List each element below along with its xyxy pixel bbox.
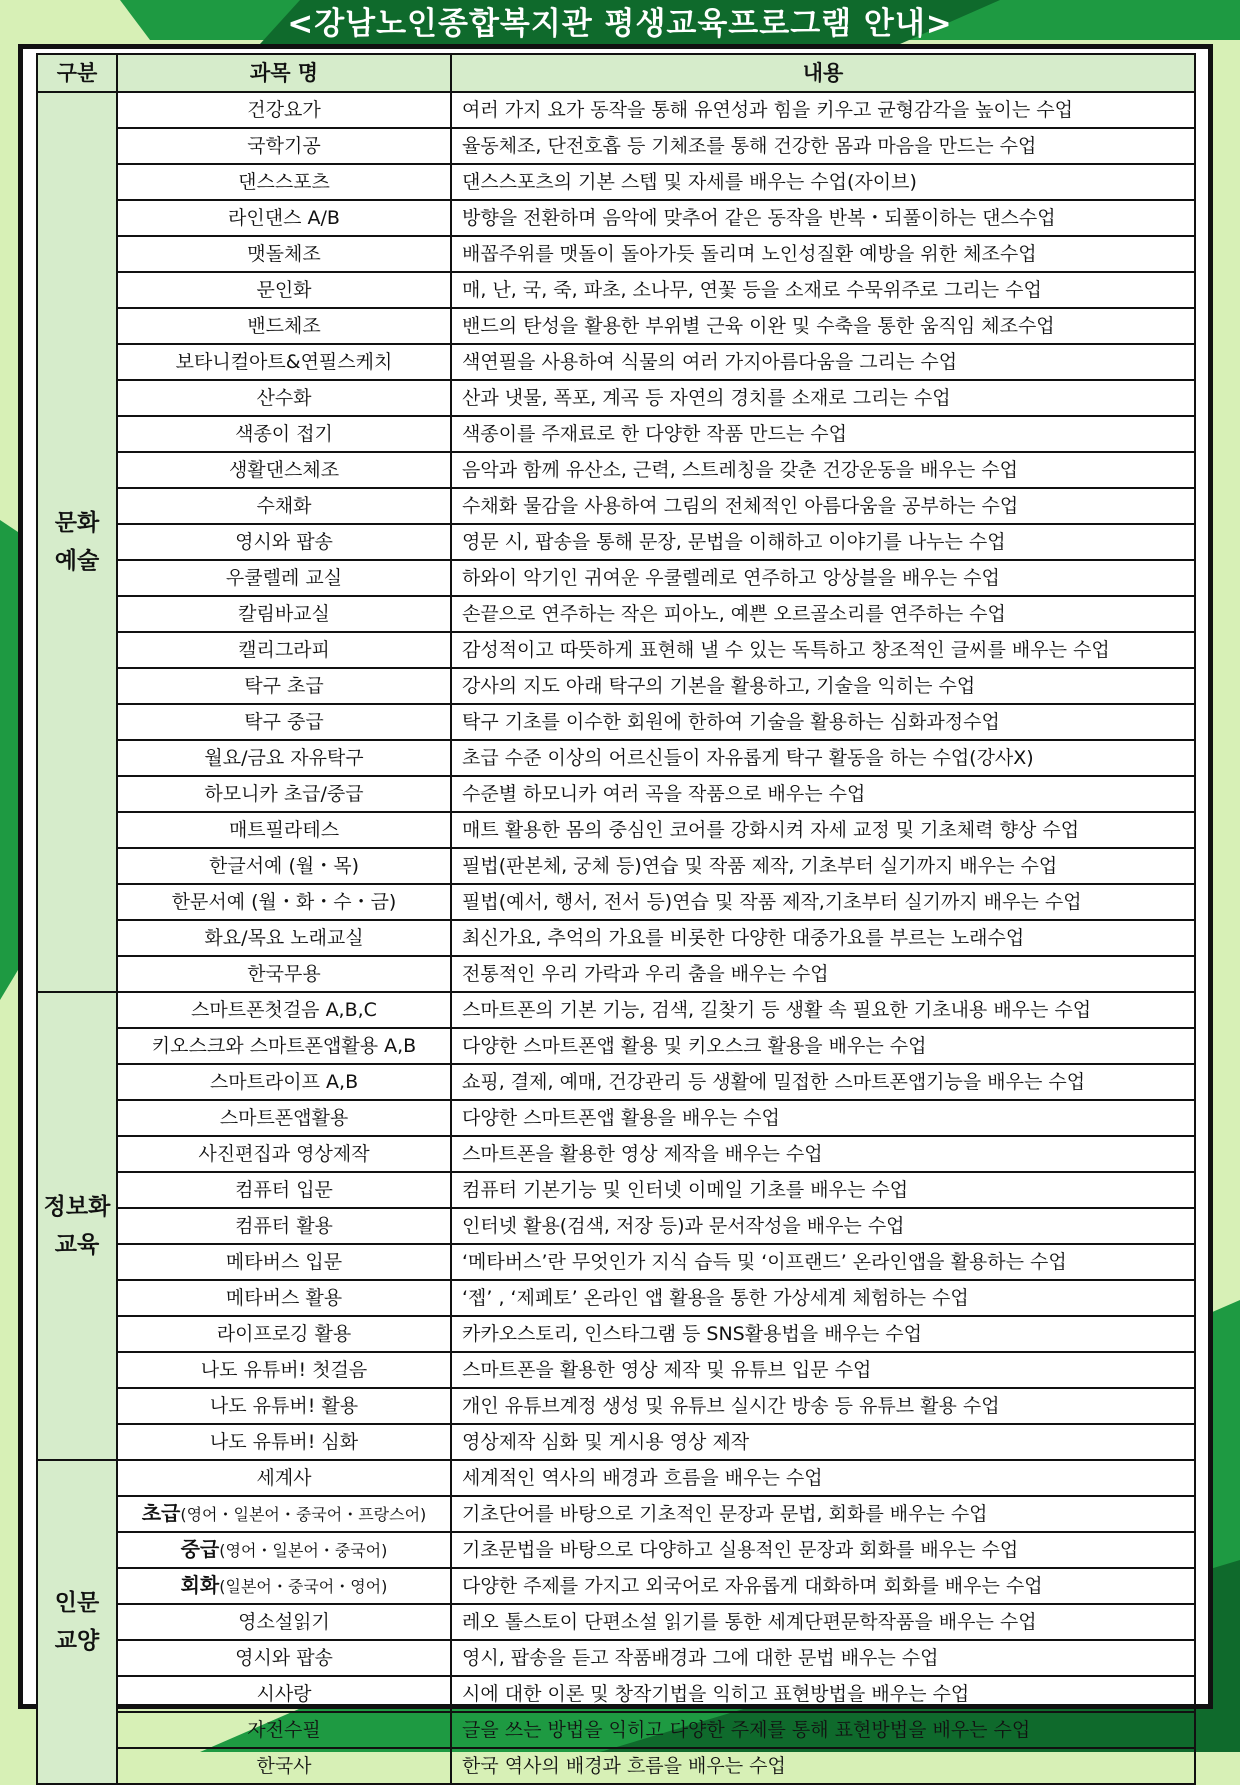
table-row	[37, 1352, 1195, 1388]
table-row	[37, 668, 1195, 704]
description-cell: 음악과 함께 유산소, 근력, 스트레칭을 갖춘 건강운동을 배우는 수업	[451, 452, 1195, 488]
table-row	[37, 1064, 1195, 1100]
description-cell: 방향을 전환하며 음악에 맞추어 같은 동작을 반복・되풀이하는 댄스수업	[451, 200, 1195, 236]
subject-cell: 월요/금요 자유탁구	[117, 740, 451, 776]
subject-cell: 산수화	[117, 380, 451, 416]
description-cell: 스마트폰을 활용한 영상 제작 및 유튜브 입문 수업	[451, 1352, 1195, 1388]
description-cell: 영시, 팝송을 듣고 작품배경과 그에 대한 문법 배우는 수업	[451, 1640, 1195, 1676]
header-category: 구분	[37, 54, 117, 92]
table-row	[37, 1424, 1195, 1460]
table-row	[37, 812, 1195, 848]
subject-cell: 한문서예 (월・화・수・금)	[117, 884, 451, 920]
table-row	[37, 344, 1195, 380]
table-row	[37, 1172, 1195, 1208]
header-subject: 과목 명	[117, 54, 451, 92]
subject-cell: 나도 유튜버! 활용	[117, 1388, 451, 1424]
description-cell: 밴드의 탄성을 활용한 부위별 근육 이완 및 수축을 통한 움직임 체조수업	[451, 308, 1195, 344]
description-cell: 매트 활용한 몸의 중심인 코어를 강화시켜 자세 교정 및 기초체력 향상 수업	[451, 812, 1195, 848]
subject-cell: 화요/목요 노래교실	[117, 920, 451, 956]
description-cell: 색연필을 사용하여 식물의 여러 가지아름다움을 그리는 수업	[451, 344, 1195, 380]
table-row	[37, 1676, 1195, 1712]
description-cell: 기초단어를 바탕으로 기초적인 문장과 문법, 회화를 배우는 수업	[451, 1496, 1195, 1532]
subject-cell: 메타버스 입문	[117, 1244, 451, 1280]
table-row	[37, 92, 1195, 128]
description-cell: 글을 쓰는 방법을 익히고 다양한 주제를 통해 표현방법을 배우는 수업	[451, 1712, 1195, 1748]
subject-cell: 보타니컬아트&연필스케치	[117, 344, 451, 380]
table-row	[37, 560, 1195, 596]
table-row	[37, 308, 1195, 344]
table-row	[37, 740, 1195, 776]
table-row	[37, 380, 1195, 416]
description-cell: 하와이 악기인 귀여운 우쿨렐레로 연주하고 앙상블을 배우는 수업	[451, 560, 1195, 596]
description-cell: 필법(판본체, 궁체 등)연습 및 작품 제작, 기초부터 실기까지 배우는 수업	[451, 848, 1195, 884]
subject-cell: 자전수필	[117, 1712, 451, 1748]
subject-cell: 건강요가	[117, 92, 451, 128]
table-row	[37, 452, 1195, 488]
table-row	[37, 1640, 1195, 1676]
subject-cell: 컴퓨터 입문	[117, 1172, 451, 1208]
description-cell: 색종이를 주재료로 한 다양한 작품 만드는 수업	[451, 416, 1195, 452]
subject-cell: 탁구 중급	[117, 704, 451, 740]
description-cell: 기초문법을 바탕으로 다양하고 실용적인 문장과 회화를 배우는 수업	[451, 1532, 1195, 1568]
subject-cell: 사진편집과 영상제작	[117, 1136, 451, 1172]
subject-cell: 우쿨렐레 교실	[117, 560, 451, 596]
table-row	[37, 524, 1195, 560]
subject-cell	[117, 1532, 451, 1568]
level-label: 초급	[141, 1501, 181, 1525]
category-cell: 문화 예술	[37, 92, 117, 992]
description-cell: 스마트폰의 기본 기능, 검색, 길찾기 등 생활 속 필요한 기초내용 배우는 수업	[451, 992, 1195, 1028]
description-cell: 시에 대한 이론 및 창작기법을 익히고 표현방법을 배우는 수업	[451, 1676, 1195, 1712]
table-row	[37, 596, 1195, 632]
table-row	[37, 272, 1195, 308]
description-cell: 컴퓨터 기본기능 및 인터넷 이메일 기초를 배우는 수업	[451, 1172, 1195, 1208]
description-cell: 수준별 하모니카 여러 곡을 작품으로 배우는 수업	[451, 776, 1195, 812]
subject-cell: 키오스크와 스마트폰앱활용 A,B	[117, 1028, 451, 1064]
category-cell: 정보화 교육	[37, 992, 117, 1460]
subject-cell: 세계사	[117, 1460, 451, 1496]
subject-cell: 하모니카 초급/중급	[117, 776, 451, 812]
table-row	[37, 1460, 1195, 1496]
description-cell: 필법(예서, 행서, 전서 등)연습 및 작품 제작,기초부터 실기까지 배우는 수업	[451, 884, 1195, 920]
table-header-row	[37, 54, 1195, 92]
subject-cell: 탁구 초급	[117, 668, 451, 704]
description-cell: 다양한 스마트폰앱 활용 및 키오스크 활용을 배우는 수업	[451, 1028, 1195, 1064]
description-cell: 세계적인 역사의 배경과 흐름을 배우는 수업	[451, 1460, 1195, 1496]
table-row	[37, 1748, 1195, 1784]
table-row	[37, 236, 1195, 272]
subject-cell	[117, 1568, 451, 1604]
description-cell: 다양한 스마트폰앱 활용을 배우는 수업	[451, 1100, 1195, 1136]
description-cell: 수채화 물감을 사용하여 그림의 전체적인 아름다움을 공부하는 수업	[451, 488, 1195, 524]
description-cell: ‘젭’ , ‘제페토’ 온라인 앱 활용을 통한 가상세계 체험하는 수업	[451, 1280, 1195, 1316]
subject-cell: 한글서예 (월・목)	[117, 848, 451, 884]
subject-cell: 영소설읽기	[117, 1604, 451, 1640]
subject-cell: 밴드체조	[117, 308, 451, 344]
description-cell: 전통적인 우리 가락과 우리 춤을 배우는 수업	[451, 956, 1195, 992]
level-label: 회화	[180, 1573, 220, 1597]
subject-cell	[117, 1496, 451, 1532]
table-row	[37, 488, 1195, 524]
description-cell: 인터넷 활용(검색, 저장 등)과 문서작성을 배우는 수업	[451, 1208, 1195, 1244]
table-row	[37, 1244, 1195, 1280]
description-cell: 배꼽주위를 맷돌이 돌아가듯 돌리며 노인성질환 예방을 위한 체조수업	[451, 236, 1195, 272]
table-row	[37, 1136, 1195, 1172]
table-row	[37, 1712, 1195, 1748]
description-cell: 감성적이고 따뜻하게 표현해 낼 수 있는 독특하고 창조적인 글씨를 배우는 수업	[451, 632, 1195, 668]
subject-cell: 영시와 팝송	[117, 524, 451, 560]
description-cell: 카카오스토리, 인스타그램 등 SNS활용법을 배우는 수업	[451, 1316, 1195, 1352]
table-row	[37, 848, 1195, 884]
table-row	[37, 704, 1195, 740]
description-cell: 개인 유튜브계정 생성 및 유튜브 실시간 방송 등 유튜브 활용 수업	[451, 1388, 1195, 1424]
table-row	[37, 200, 1195, 236]
table-row	[37, 1496, 1195, 1532]
subject-cell: 스마트라이프 A,B	[117, 1064, 451, 1100]
description-cell: 강사의 지도 아래 탁구의 기본을 활용하고, 기술을 익히는 수업	[451, 668, 1195, 704]
description-cell: 영상제작 심화 및 게시용 영상 제작	[451, 1424, 1195, 1460]
language-list: (영어・일본어・중국어・프랑스어)	[180, 1505, 427, 1524]
subject-cell: 나도 유튜버! 심화	[117, 1424, 451, 1460]
subject-cell: 한국사	[117, 1748, 451, 1784]
program-table	[36, 53, 1196, 1785]
table-body	[37, 92, 1195, 1784]
subject-cell: 매트필라테스	[117, 812, 451, 848]
subject-cell: 컴퓨터 활용	[117, 1208, 451, 1244]
description-cell: 여러 가지 요가 동작을 통해 유연성과 힘을 키우고 균형감각을 높이는 수업	[451, 92, 1195, 128]
description-cell: 매, 난, 국, 죽, 파초, 소나무, 연꽃 등을 소재로 수묵위주로 그리는 수업	[451, 272, 1195, 308]
language-list: (영어・일본어・중국어)	[219, 1541, 388, 1560]
subject-cell: 문인화	[117, 272, 451, 308]
subject-cell: 영시와 팝송	[117, 1640, 451, 1676]
table-row	[37, 416, 1195, 452]
table-row	[37, 1208, 1195, 1244]
subject-cell: 스마트폰첫걸음 A,B,C	[117, 992, 451, 1028]
subject-cell: 맷돌체조	[117, 236, 451, 272]
subject-cell: 색종이 접기	[117, 416, 451, 452]
table-row	[37, 1568, 1195, 1604]
table-row	[37, 128, 1195, 164]
header-content: 내용	[451, 54, 1195, 92]
subject-cell: 메타버스 활용	[117, 1280, 451, 1316]
subject-cell: 댄스스포츠	[117, 164, 451, 200]
subject-cell: 스마트폰앱활용	[117, 1100, 451, 1136]
subject-cell: 라이프로깅 활용	[117, 1316, 451, 1352]
category-cell: 인문 교양	[37, 1460, 117, 1784]
page-title: <강남노인종합복지관 평생교육프로그램 안내>	[287, 6, 953, 42]
subject-cell: 한국무용	[117, 956, 451, 992]
description-cell: 레오 톨스토이 단편소설 읽기를 통한 세계단편문학작품을 배우는 수업	[451, 1604, 1195, 1640]
subject-cell: 라인댄스 A/B	[117, 200, 451, 236]
table-row	[37, 884, 1195, 920]
table-row	[37, 632, 1195, 668]
subject-cell: 칼림바교실	[117, 596, 451, 632]
table-row	[37, 1280, 1195, 1316]
description-cell: 쇼핑, 결제, 예매, 건강관리 등 생활에 밀접한 스마트폰앱기능을 배우는 수업	[451, 1064, 1195, 1100]
subject-cell: 수채화	[117, 488, 451, 524]
table-row	[37, 1028, 1195, 1064]
subject-cell: 시사랑	[117, 1676, 451, 1712]
description-cell: 초급 수준 이상의 어르신들이 자유롭게 탁구 활동을 하는 수업(강사X)	[451, 740, 1195, 776]
table-row	[37, 1532, 1195, 1568]
table-row	[37, 164, 1195, 200]
table-row	[37, 1316, 1195, 1352]
description-cell: 스마트폰을 활용한 영상 제작을 배우는 수업	[451, 1136, 1195, 1172]
table-row	[37, 776, 1195, 812]
level-label: 중급	[180, 1537, 220, 1561]
description-cell: 영문 시, 팝송을 통해 문장, 문법을 이해하고 이야기를 나누는 수업	[451, 524, 1195, 560]
description-cell: 다양한 주제를 가지고 외국어로 자유롭게 대화하며 회화를 배우는 수업	[451, 1568, 1195, 1604]
language-list: (일본어・중국어・영어)	[219, 1577, 388, 1596]
table-row	[37, 1388, 1195, 1424]
description-cell: 손끝으로 연주하는 작은 피아노, 예쁜 오르골소리를 연주하는 수업	[451, 596, 1195, 632]
description-cell: ‘메타버스’란 무엇인가 지식 습득 및 ‘이프랜드’ 온라인앱을 활용하는 수업	[451, 1244, 1195, 1280]
description-cell: 율동체조, 단전호흡 등 기체조를 통해 건강한 몸과 마음을 만드는 수업	[451, 128, 1195, 164]
table-row	[37, 956, 1195, 992]
subject-cell: 생활댄스체조	[117, 452, 451, 488]
description-cell: 산과 냇물, 폭포, 계곡 등 자연의 경치를 소재로 그리는 수업	[451, 380, 1195, 416]
subject-cell: 캘리그라피	[117, 632, 451, 668]
subject-cell: 국학기공	[117, 128, 451, 164]
table-row	[37, 1100, 1195, 1136]
table-row	[37, 1604, 1195, 1640]
description-cell: 최신가요, 추억의 가요를 비롯한 다양한 대중가요를 부르는 노래수업	[451, 920, 1195, 956]
table-row	[37, 920, 1195, 956]
description-cell: 탁구 기초를 이수한 회원에 한하여 기술을 활용하는 심화과정수업	[451, 704, 1195, 740]
description-cell: 댄스스포츠의 기본 스텝 및 자세를 배우는 수업(자이브)	[451, 164, 1195, 200]
table-row	[37, 992, 1195, 1028]
subject-cell: 나도 유튜버! 첫걸음	[117, 1352, 451, 1388]
description-cell: 한국 역사의 배경과 흐름을 배우는 수업	[451, 1748, 1195, 1784]
